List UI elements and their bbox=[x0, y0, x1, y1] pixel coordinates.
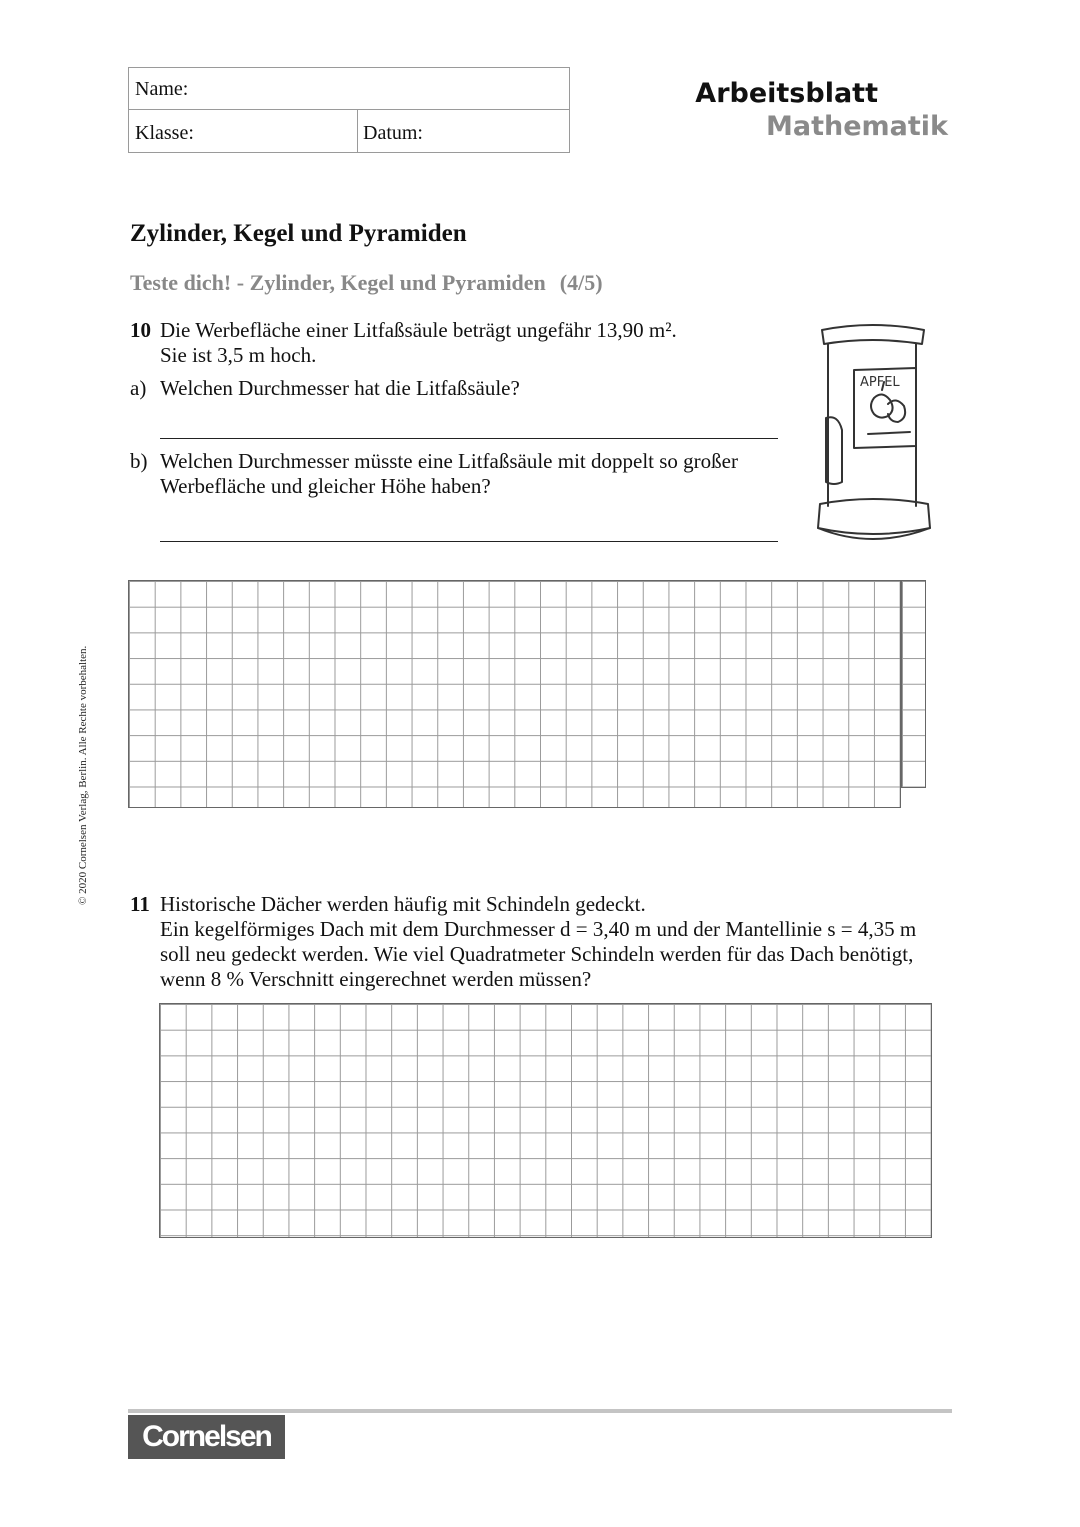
publisher-logo: Cornelsen bbox=[128, 1415, 285, 1459]
footer-rule bbox=[128, 1409, 952, 1413]
answer-line-10a[interactable] bbox=[160, 438, 778, 439]
task-10a-label: a) bbox=[130, 376, 147, 400]
class-label: Klasse: bbox=[135, 122, 194, 144]
task-11-number: 11 bbox=[130, 892, 150, 916]
poster-text: APFEL bbox=[860, 375, 900, 390]
header-divider bbox=[357, 110, 358, 152]
working-grid-task-10-margin[interactable] bbox=[901, 580, 926, 788]
copyright-notice: © 2020 Cornelsen Verlag, Berlin. Alle Rechte vorbehalten. bbox=[77, 645, 89, 905]
section-title-text: Teste dich! - Zylinder, Kegel und Pyramiden bbox=[130, 270, 546, 295]
task-11 bbox=[130, 892, 950, 992]
advertising-column-icon bbox=[812, 318, 937, 548]
task-10a-text: Welchen Durchmesser hat die Litfaßsäule? bbox=[160, 376, 520, 400]
task-11-line-4: wenn 8 % Verschnitt eingerechnet werden müssen? bbox=[160, 967, 592, 991]
working-grid-task-11[interactable] bbox=[159, 1003, 932, 1238]
worksheet-title: Arbeitsblatt bbox=[695, 78, 878, 109]
name-row bbox=[129, 68, 569, 110]
task-10-line-2: Sie ist 3,5 m hoch. bbox=[160, 343, 317, 367]
header-form bbox=[128, 67, 570, 153]
answer-line-10b[interactable] bbox=[160, 541, 778, 542]
task-10b-line-2: Werbefläche und gleicher Höhe haben? bbox=[160, 474, 491, 498]
working-grid-task-10[interactable] bbox=[128, 580, 901, 808]
date-label: Datum: bbox=[363, 122, 423, 144]
task-10b bbox=[130, 449, 790, 499]
task-10-number: 10 bbox=[130, 318, 151, 342]
name-label: Name: bbox=[135, 78, 189, 100]
task-11-line-3: soll neu gedeckt werden. Wie viel Quadratmeter Schindeln werden für das Dach benötigt, bbox=[160, 942, 914, 966]
task-10a bbox=[130, 376, 520, 401]
task-11-line-1: Historische Dächer werden häufig mit Schindeln gedeckt. bbox=[160, 892, 646, 916]
page-counter: (4/5) bbox=[559, 270, 603, 295]
task-10b-label: b) bbox=[130, 449, 148, 473]
section-title bbox=[130, 270, 603, 296]
task-10 bbox=[130, 318, 770, 368]
task-10-line-1: Die Werbefläche einer Litfaßsäule beträgt ungefähr 13,90 m². bbox=[160, 318, 677, 342]
subject-title: Mathematik bbox=[766, 111, 948, 142]
topic-title: Zylinder, Kegel und Pyramiden bbox=[130, 220, 467, 247]
task-11-line-2: Ein kegelförmiges Dach mit dem Durchmesser d = 3,40 m und der Mantellinie s = 4,35 m bbox=[160, 917, 917, 941]
task-10b-line-1: Welchen Durchmesser müsste eine Litfaßsäule mit doppelt so großer bbox=[160, 449, 738, 473]
